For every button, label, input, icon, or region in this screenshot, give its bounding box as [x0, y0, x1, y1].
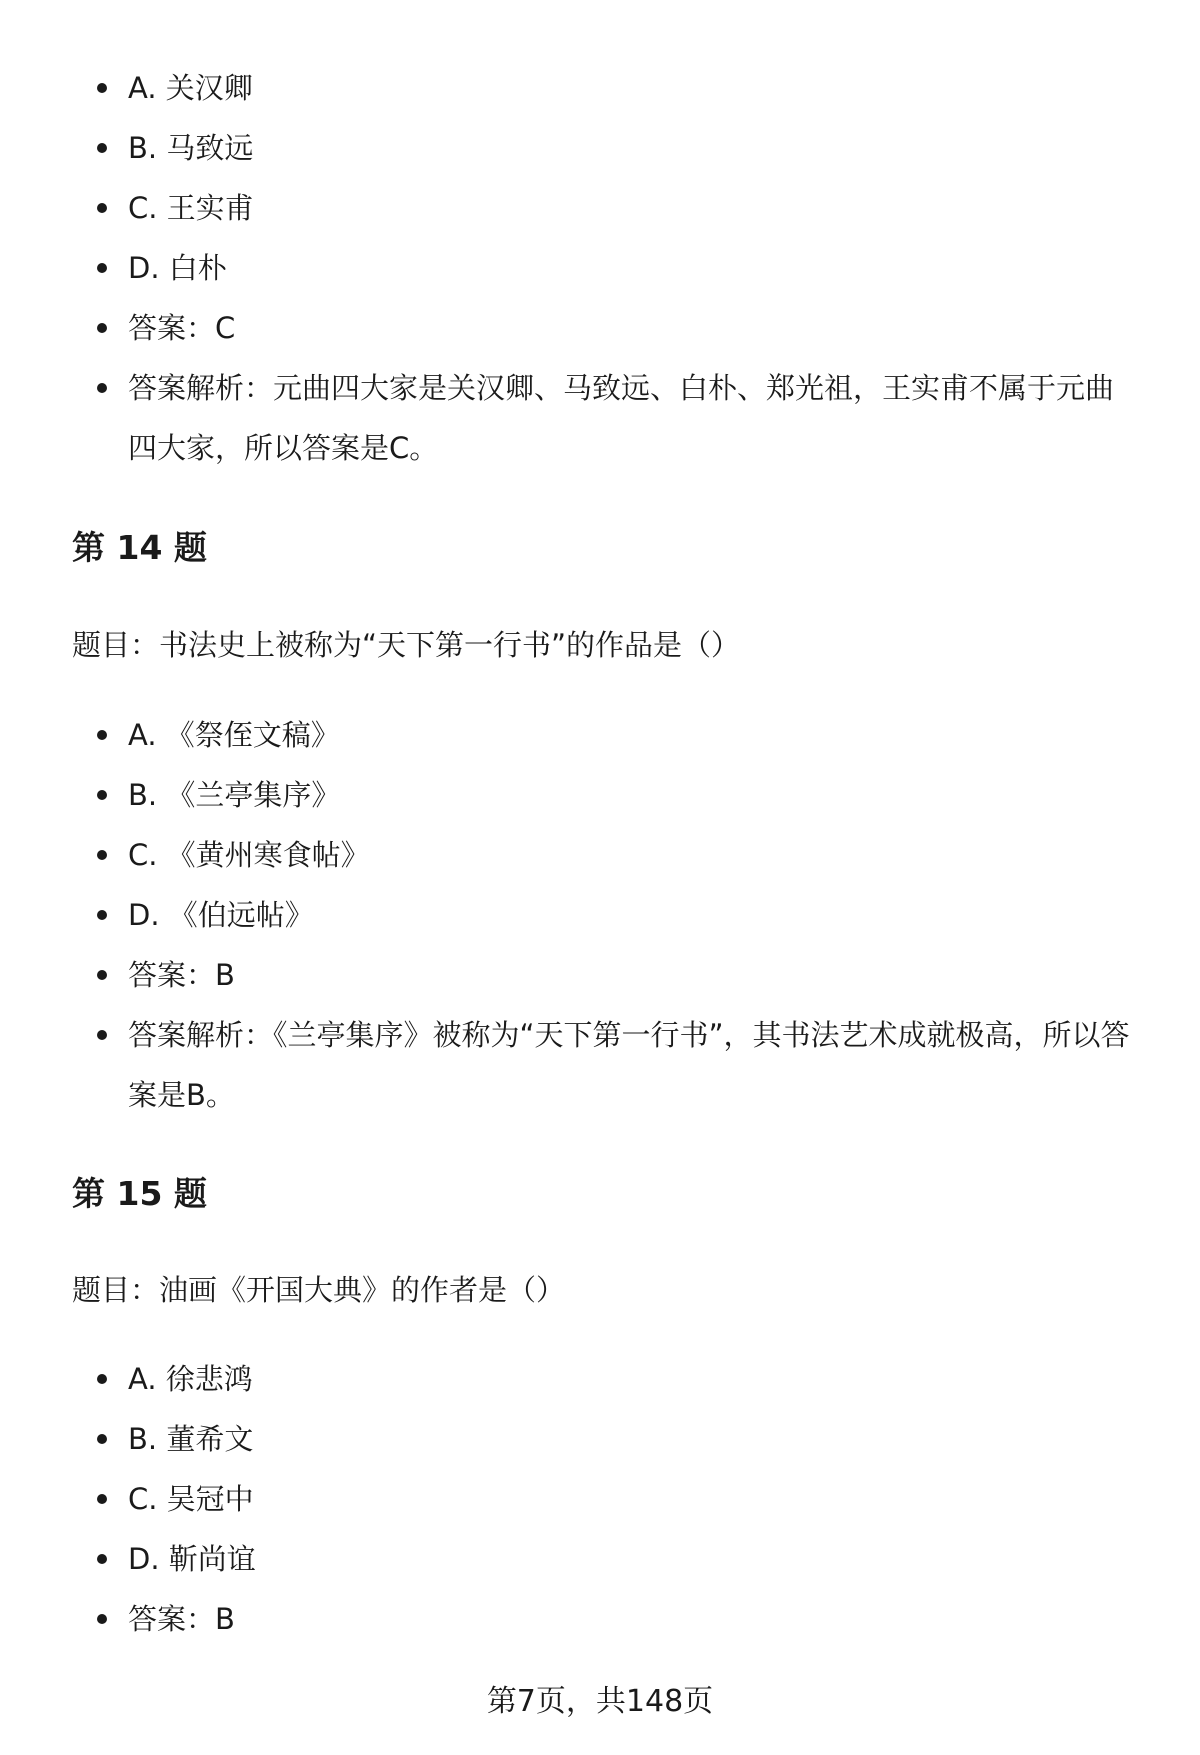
- list-item: [0, 945, 1200, 1005]
- list-item: [0, 178, 1200, 238]
- bullet-icon: [97, 790, 107, 800]
- list-item: [0, 705, 1200, 765]
- list-item: [0, 298, 1200, 358]
- question-heading: 第 14 题: [72, 528, 207, 567]
- bullet-icon: [97, 323, 107, 333]
- bullet-icon: [97, 730, 107, 740]
- option-d: D. 《伯远帖》: [128, 898, 314, 932]
- q14-option-list: [0, 705, 1200, 1125]
- list-item: [0, 1409, 1200, 1469]
- option-a: A. 关汉卿: [128, 71, 253, 105]
- bullet-icon: [97, 1614, 107, 1624]
- list-item: [0, 118, 1200, 178]
- list-item: [0, 238, 1200, 298]
- page-number-footer: 第7页，共148页: [486, 1684, 714, 1719]
- option-d: D. 靳尚谊: [128, 1542, 256, 1576]
- option-d: D. 白朴: [128, 251, 227, 285]
- option-b: B. 马致远: [128, 131, 254, 165]
- list-item: [0, 825, 1200, 885]
- bullet-icon: [97, 1494, 107, 1504]
- question-text: 题目：书法史上被称为“天下第一行书”的作品是（）: [72, 628, 741, 662]
- option-c: C. 王实甫: [128, 191, 254, 225]
- bullet-icon: [97, 203, 107, 213]
- option-a: A. 徐悲鸿: [128, 1362, 253, 1396]
- answer: 答案：C: [128, 311, 236, 345]
- bullet-icon: [97, 143, 107, 153]
- answer-explanation: 答案解析：《兰亭集序》被称为“天下第一行书”，其书法艺术成就极高，所以答案是B。: [128, 1018, 1130, 1112]
- option-a: A. 《祭侄文稿》: [128, 718, 340, 752]
- bullet-icon: [97, 83, 107, 93]
- list-item: [0, 1349, 1200, 1409]
- list-item: [0, 1469, 1200, 1529]
- list-item: [0, 1005, 1200, 1125]
- bullet-icon: [97, 850, 107, 860]
- bullet-icon: [97, 383, 107, 393]
- option-c: C. 吴冠中: [128, 1482, 254, 1516]
- list-item: [0, 765, 1200, 825]
- option-b: B. 《兰亭集序》: [128, 778, 341, 812]
- q15-option-list: [0, 1349, 1200, 1649]
- answer-explanation: 答案解析：元曲四大家是关汉卿、马致远、白朴、郑光祖，王实甫不属于元曲四大家，所以答案是C。: [128, 371, 1115, 465]
- bullet-icon: [97, 263, 107, 273]
- bullet-icon: [97, 1434, 107, 1444]
- q13-option-list: [0, 58, 1200, 478]
- bullet-icon: [97, 1030, 107, 1040]
- question-text: 题目：油画《开国大典》的作者是（）: [72, 1273, 566, 1307]
- option-b: B. 董希文: [128, 1422, 254, 1456]
- bullet-icon: [97, 970, 107, 980]
- option-c: C. 《黄州寒食帖》: [128, 838, 370, 872]
- list-item: [0, 58, 1200, 118]
- answer: 答案：B: [128, 1602, 235, 1636]
- list-item: [0, 1529, 1200, 1589]
- bullet-icon: [97, 910, 107, 920]
- answer: 答案：B: [128, 958, 235, 992]
- question-heading: 第 15 题: [72, 1174, 207, 1213]
- bullet-icon: [97, 1554, 107, 1564]
- bullet-icon: [97, 1374, 107, 1384]
- list-item: [0, 358, 1200, 478]
- list-item: [0, 1589, 1200, 1649]
- list-item: [0, 885, 1200, 945]
